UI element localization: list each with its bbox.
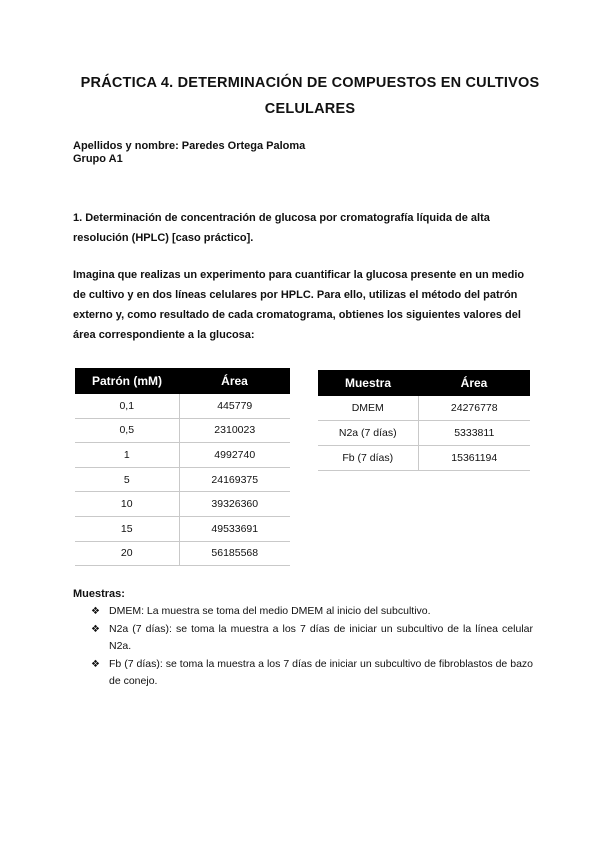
- group-line: Grupo A1: [73, 153, 123, 165]
- cell-area: 445779: [179, 394, 290, 418]
- table-row: [318, 396, 530, 421]
- cell-area: 15361194: [418, 446, 530, 471]
- table-row: [75, 394, 290, 418]
- student-info: [73, 140, 305, 166]
- diamond-bullet-icon: ❖: [91, 624, 100, 635]
- cell-patron: 5: [75, 467, 179, 492]
- table-row: [318, 421, 530, 446]
- list-item-text: N2a (7 días): se toma la muestra a los 7 días de iniciar un subcultivo de la línea celular N2a.: [109, 623, 533, 652]
- header-area: Área: [179, 368, 290, 394]
- cell-patron: 15: [75, 516, 179, 541]
- cell-area: 56185568: [179, 541, 290, 566]
- list-item: [91, 603, 533, 620]
- cell-area: 5333811: [418, 421, 530, 446]
- cell-area: 39326360: [179, 492, 290, 517]
- list-item-text: Fb (7 días): se toma la muestra a los 7 días de iniciar un subcultivo de fibroblastos de bazo de conejo.: [109, 658, 533, 687]
- table-row: [75, 516, 290, 541]
- header-patron: Patrón (mM): [75, 368, 179, 394]
- table-row: [75, 443, 290, 468]
- cell-area: 4992740: [179, 443, 290, 468]
- samples-heading: Muestras:: [73, 588, 125, 600]
- title-line-1: PRÁCTICA 4. DETERMINACIÓN DE COMPUESTOS EN CULTIVOS: [80, 75, 540, 91]
- section-1-heading: 1. Determinación de concentración de glucosa por cromatografía líquida de alta resolución (HPLC) [caso práctico].: [73, 212, 490, 244]
- standards-table-header: [75, 368, 290, 394]
- cell-muestra: N2a (7 días): [318, 421, 418, 446]
- samples-table-header: [318, 370, 530, 396]
- title-line-2: CELULARES: [264, 101, 356, 117]
- list-item: [91, 656, 533, 690]
- table-row: [75, 418, 290, 443]
- table-row: [75, 467, 290, 492]
- samples-list: [91, 603, 533, 691]
- table-row: [75, 492, 290, 517]
- cell-patron: 1: [75, 443, 179, 468]
- cell-area: 49533691: [179, 516, 290, 541]
- header-area: Área: [418, 370, 530, 396]
- header-muestra: Muestra: [318, 370, 418, 396]
- page-title: [60, 70, 560, 122]
- standards-table: [75, 368, 290, 566]
- author-line: Apellidos y nombre: Paredes Ortega Paloma: [73, 140, 306, 152]
- diamond-bullet-icon: ❖: [91, 659, 100, 670]
- cell-patron: 10: [75, 492, 179, 517]
- cell-patron: 0,5: [75, 418, 179, 443]
- list-item-text: DMEM: La muestra se toma del medio DMEM al inicio del subcultivo.: [109, 605, 431, 617]
- cell-patron: 0,1: [75, 394, 179, 418]
- cell-muestra: Fb (7 días): [318, 446, 418, 471]
- diamond-bullet-icon: ❖: [91, 606, 100, 617]
- intro-paragraph: Imagina que realizas un experimento para cuantificar la glucosa presente en un medio de cultivo y en dos líneas celulares por HPLC. Para ello, utilizas el método del patrón externo y, como resultado de cada cromatograma, obtienes los siguientes valores del área correspondiente a la glucosa:: [73, 269, 525, 341]
- cell-patron: 20: [75, 541, 179, 566]
- cell-muestra: DMEM: [318, 396, 418, 421]
- cell-area: 24276778: [418, 396, 530, 421]
- samples-table: [318, 370, 530, 471]
- list-item: [91, 621, 533, 655]
- cell-area: 24169375: [179, 467, 290, 492]
- cell-area: 2310023: [179, 418, 290, 443]
- table-row: [318, 446, 530, 471]
- table-row: [75, 541, 290, 566]
